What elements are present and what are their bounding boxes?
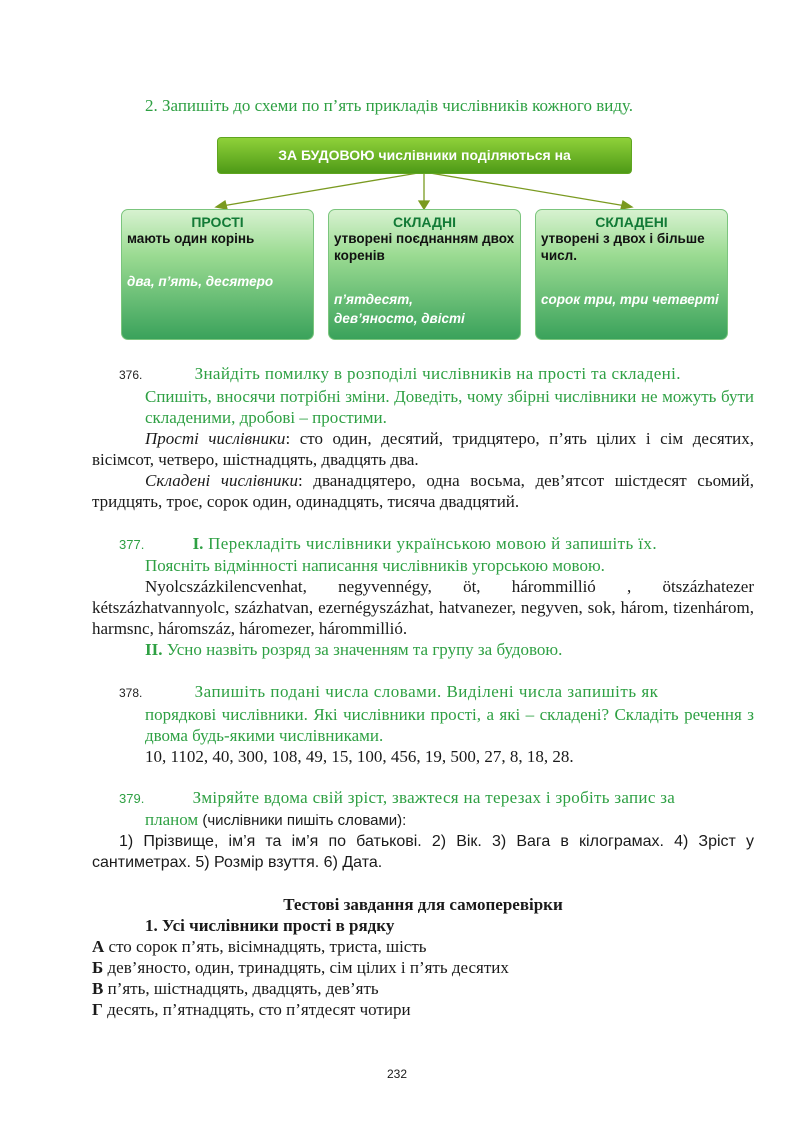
box-complex <box>328 209 521 340</box>
exercise-task-rest: Поясніть відмінності написання числівників угорською мовою. <box>145 556 605 575</box>
box-simple-desc: мають один корінь <box>127 231 255 246</box>
box-complex-head: СКЛАДНІ <box>392 214 457 230</box>
exercise-task-line1: Знайдіть помилку в розподілі числівників на прості та складені. <box>194 364 681 383</box>
option-letter: В <box>92 979 104 998</box>
diagram-title-box <box>217 137 632 174</box>
test-section <box>92 894 754 1020</box>
exercise-task-line1: Перекладіть числівники українською мовою й запишіть їх. <box>203 534 657 553</box>
arrow-left <box>222 172 424 206</box>
option-v <box>92 978 754 999</box>
compound-numerals-label: Складені числівники <box>145 471 298 490</box>
diagram-title-prefix: ЗА БУДОВОЮ <box>278 147 375 163</box>
box-complex-examples-2: дев’яносто, двісті <box>334 311 465 326</box>
option-letter: А <box>92 937 105 956</box>
exercise-379 <box>92 787 754 873</box>
exercise-number: 378. <box>119 686 143 700</box>
box-simple-head: ПРОСТІ <box>191 214 244 230</box>
box-simple <box>121 209 314 340</box>
part2-label: II. <box>145 640 163 659</box>
exercise-378 <box>92 681 754 767</box>
option-text: дев’яносто, один, тринадцять, сім цілих і п’ять десятих <box>103 958 509 977</box>
option-b <box>92 957 754 978</box>
exercise-2-instruction: 2. Запишіть до схеми по п’ять прикладів числівників кожного виду. <box>145 96 634 115</box>
question-1: 1. Усі числівники прості в рядку <box>145 916 395 935</box>
option-text: сто сорок п’ять, вісімнадцять, триста, шість <box>104 937 427 956</box>
plan-items: 1) Прізвище, ім’я та ім’я по батькові. 2) Вік. 3) Вага в кілограмах. 4) Зріст у сантиметрах. 5) Розмір взуття. 6) Дата. <box>92 833 754 871</box>
page-number: 232 <box>386 1067 408 1081</box>
compound-numerals-text: : дванадцятеро, одна восьма, дев’ятсот шістдесят сьомий, тридцять, троє, сорок один, одинадцять, тисяча двадцятий. <box>92 471 754 511</box>
option-letter: Г <box>92 1000 103 1019</box>
exercise-task-line1: Запишіть подані числа словами. Виділені числа запишіть як <box>194 682 659 701</box>
exercise-376 <box>92 363 754 512</box>
option-letter: Б <box>92 958 104 977</box>
option-text: десять, п’ятнадцять, сто п’ятдесят чотири <box>102 1000 411 1019</box>
diagram-arrows <box>0 0 794 220</box>
exercise-task-line2-rest: (числівники пишіть словами): <box>198 812 407 829</box>
exercise-number: 376. <box>119 368 143 382</box>
exercise-number: 379. <box>119 791 145 806</box>
simple-numerals-text: : сто один, десятий, тридцятеро, п’ять цілих і сім десятих, вісімсот, четверо, шістнадцять, двадцять два. <box>92 429 754 469</box>
box-composite <box>535 209 728 340</box>
test-title: Тестові завдання для самоперевірки <box>283 895 563 914</box>
exercise-number: 377. <box>119 537 145 552</box>
diagram-title-rest: числівники поділяються на <box>374 147 571 163</box>
box-simple-examples: два, п’ять, десятеро <box>127 274 274 289</box>
exercise-377 <box>92 533 754 660</box>
exercise-task-line2: планом <box>145 810 199 829</box>
option-h <box>92 999 754 1020</box>
box-complex-desc: утворені поєднанням двох коренів <box>334 231 515 263</box>
exercise-task-line1: Зміряйте вдома свій зріст, зважтеся на терезах і зробіть запис за <box>192 788 676 807</box>
option-a <box>92 936 754 957</box>
exercise-task-rest: Спишіть, вносячи потрібні зміни. Доведіть, чому збірні числівники не можуть бути складеними, дробові – простими. <box>145 387 754 427</box>
box-composite-head: СКЛАДЕНІ <box>595 214 668 230</box>
part1-label: I. <box>192 534 204 553</box>
simple-numerals-label: Прості числівники <box>145 429 286 448</box>
box-composite-desc: утворені з двох і більше числ. <box>541 231 705 263</box>
box-composite-examples: сорок три, три четверті <box>541 292 719 307</box>
hungarian-numerals: Nyolcszázkilencvenhat, negyvennégy, öt, hárommillió , ötszázhatezer kétszázhatvannyolc, százhatvan, ezernégyszázhat, hatvanezer, negyven, sok, három, tizenhárom, harmsnc, háromszáz, háromezer, hárommillió. <box>92 577 754 638</box>
box-complex-examples-1: п’ятдесят, <box>334 292 413 307</box>
arrow-right <box>424 172 626 206</box>
option-text: п’ять, шістнадцять, двадцять, дев’ять <box>103 979 379 998</box>
part2-text: Усно назвіть розряд за значенням та групу за будовою. <box>162 640 563 659</box>
exercise-task-rest: порядкові числівники. Які числівники прості, а які – складені? Складіть речення з двома будь-якими числівниками. <box>145 705 754 745</box>
numbers-list: 10, 1102, 40, 300, 108, 49, 15, 100, 456, 19, 500, 27, 8, 18, 28. <box>145 747 574 766</box>
